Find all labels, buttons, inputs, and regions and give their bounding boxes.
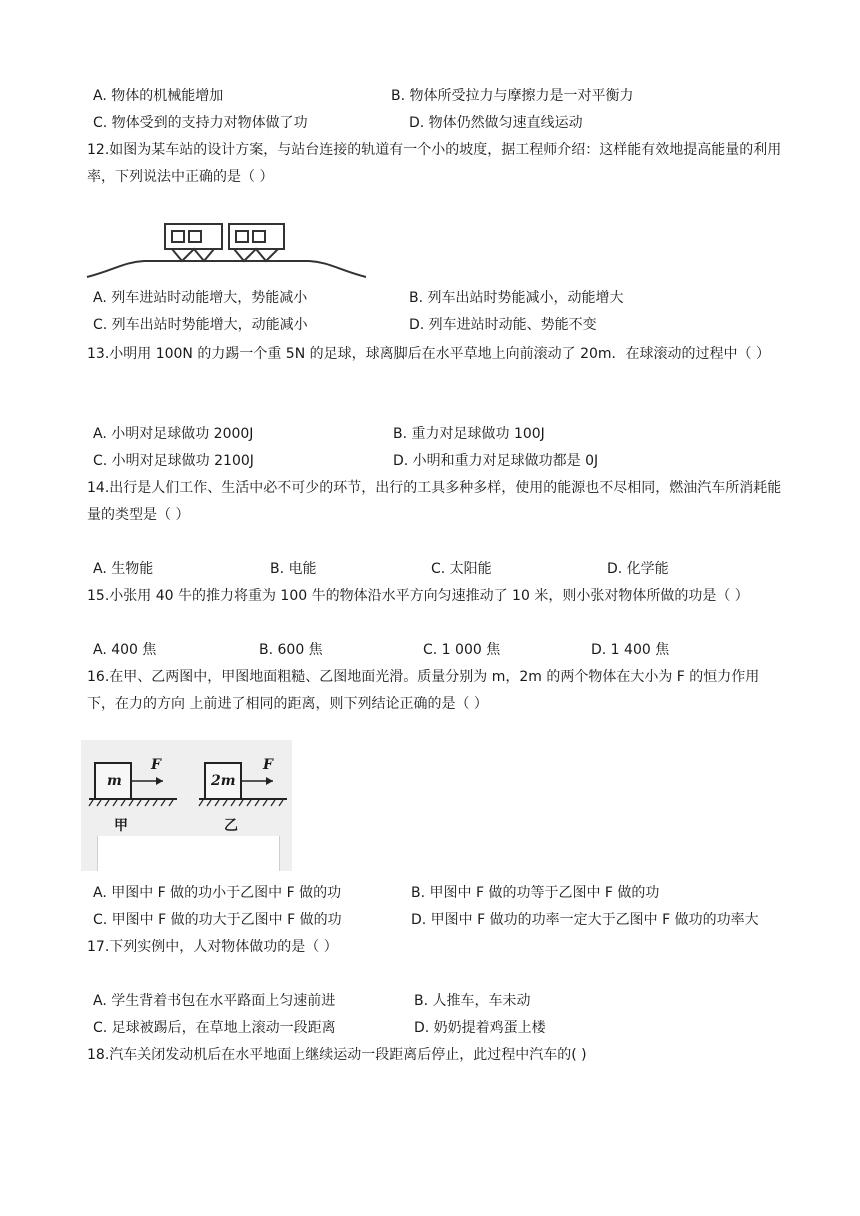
q15-option-c: C. 1 000 焦 [423,642,501,658]
q16-option-a: A. 甲图中 F 做的功小于乙图中 F 做的功 [93,885,342,901]
q14-option-b: B. 电能 [270,561,317,577]
q11-option-a: A. 物体的机械能增加 [93,88,224,104]
q12-option-c: C. 列车出站时势能增大，动能减小 [93,317,308,333]
block-2m-label: 2m [211,773,236,789]
q13-stem: 13.小明用 100N 的力踢一个重 5N 的足球，球离脚后在水平草地上向前滚动了 20m．在球滚动的过程中（ ） [87,346,770,362]
q12-option-b: B. 列车出站时势能减小，动能增大 [409,290,624,306]
q17-option-a: A. 学生背着书包在水平路面上匀速前进 [93,993,336,1009]
q11-option-d: D. 物体仍然做匀速直线运动 [409,115,583,131]
q14-option-a: A. 生物能 [93,561,154,577]
q18-stem: 18.汽车关闭发动机后在水平地面上继续运动一段距离后停止，此过程中汽车的( ) [87,1047,587,1063]
q15-option-d: D. 1 400 焦 [591,642,670,658]
q14-stem: 14.出行是人们工作、生活中必不可少的环节，出行的工具多种多样，使用的能源也不尽相同，燃油汽车所消耗能量的类型是（ ） [87,480,782,523]
q17-option-c: C. 足球被踢后，在草地上滚动一段距离 [93,1020,336,1036]
label-yi: 乙 [224,818,238,834]
q11-option-c: C. 物体受到的支持力对物体做了功 [93,115,308,131]
q17-option-d: D. 奶奶提着鸡蛋上楼 [414,1020,546,1036]
q17-option-b: B. 人推车，车未动 [414,993,531,1009]
q15-stem: 15.小张用 40 牛的推力将重为 100 牛的物体沿水平方向匀速推动了 10 米，则小张对物体所做的功是（ ） [87,588,749,604]
q13-option-a: A. 小明对足球做功 2000J [93,426,254,442]
q14-option-c: C. 太阳能 [431,561,492,577]
force-f-label-2: F [263,757,273,773]
q16-stem: 16.在甲、乙两图中，甲图地面粗糙、乙图地面光滑。质量分别为 m，2m 的两个物体在大小为 F 的恒力作用下，在力的方向 上前进了相同的距离，则下列结论正确的是（ ） [87,669,760,712]
force-diagram-figure [81,740,292,871]
q16-option-b: B. 甲图中 F 做的功等于乙图中 F 做的功 [411,885,660,901]
q13-option-c: C. 小明对足球做功 2100J [93,453,254,469]
q11-option-b: B. 物体所受拉力与摩擦力是一对平衡力 [391,88,634,104]
q16-option-d: D. 甲图中 F 做功的功率一定大于乙图中 F 做功的功率大 [411,912,759,928]
q13-option-b: B. 重力对足球做功 100J [393,426,545,442]
block-m-label: m [107,773,122,789]
q17-stem: 17.下列实例中，人对物体做功的是（ ） [87,939,338,955]
q15-option-a: A. 400 焦 [93,642,157,658]
q13-option-d: D. 小明和重力对足球做功都是 0J [393,453,599,469]
q12-option-d: D. 列车进站时动能、势能不变 [409,317,597,333]
q12-option-a: A. 列车进站时动能增大，势能减小 [93,290,308,306]
q14-option-d: D. 化学能 [607,561,669,577]
q15-option-b: B. 600 焦 [259,642,323,658]
force-f-label-1: F [151,757,161,773]
q16-option-c: C. 甲图中 F 做的功大于乙图中 F 做的功 [93,912,342,928]
q12-stem: 12.如图为某车站的设计方案，与站台连接的轨道有一个小的坡度，据工程师介绍：这样能有效地提高能量的利用率，下列说法中正确的是（ ） [87,142,782,185]
train-station-figure [84,220,369,282]
label-jia: 甲 [114,818,128,834]
